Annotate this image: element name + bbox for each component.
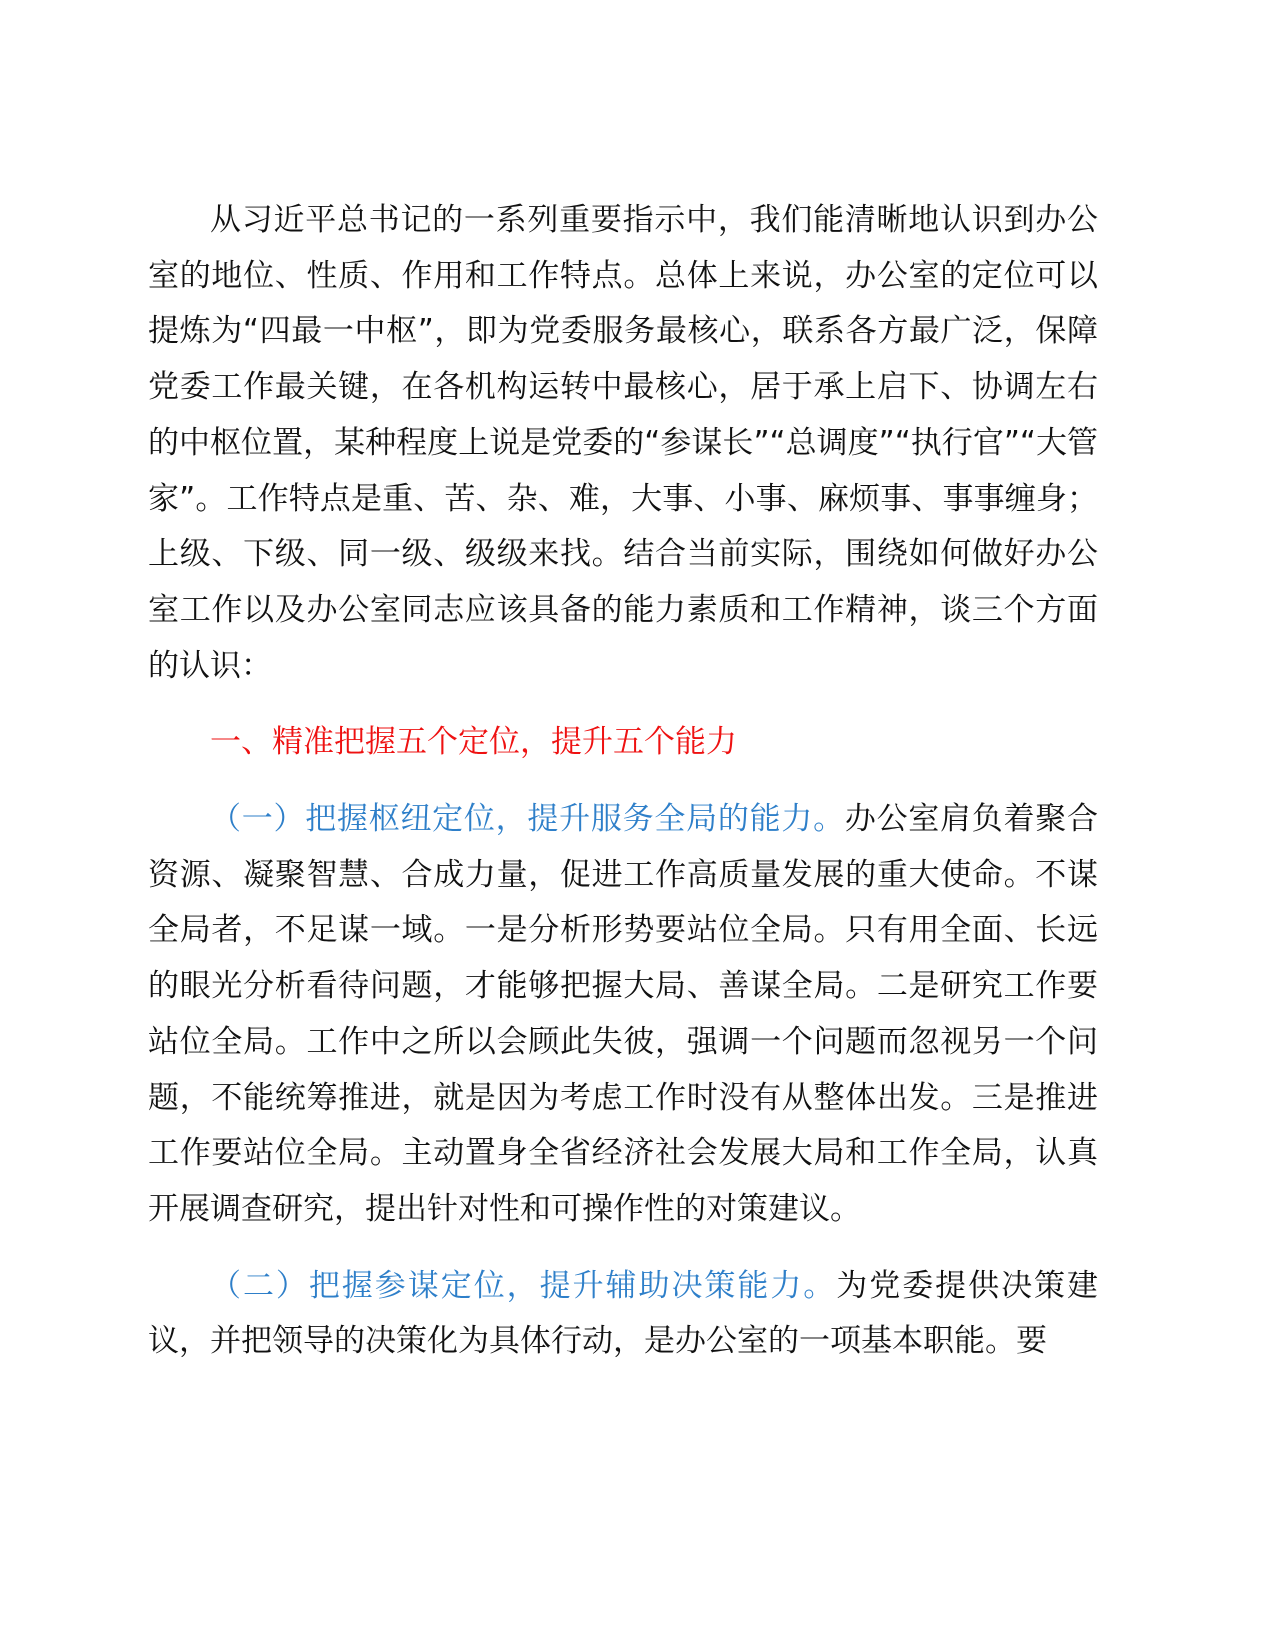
subsection-paragraph-2 [148, 1259, 1098, 1370]
section-heading-1 [148, 715, 1098, 771]
intro-paragraph: 从习近平总书记的一系列重要指示中，我们能清晰地认识到办公室的地位、性质、作用和工作特点。总体上来说，办公室的定位可以提炼为“四最一中枢”，即为党委服务最核心，联系各方最广泛，保障党委工作最关键，在各机构运转中最核心，居于承上启下、协调左右的中枢位置，某种程度上说是党委的“参谋长”“总调度”“执行官”“大管家”。工作特点是重、苦、杂、难，大事、小事、麻烦事、事事缠身；上级、下级、同一级、级级来找。结合当前实际，围绕如何做好办公室工作以及办公室同志应该具备的能力素质和工作精神，谈三个方面的认识： [148, 202, 1098, 684]
section-heading-1-text: 一、精准把握五个定位，提升五个能力 [210, 724, 737, 761]
subsection-paragraph-1 [148, 792, 1098, 1238]
subsection-body-1: 办公室肩负着聚合资源、凝聚智慧、合成力量，促进工作高质量发展的重大使命。不谋全局者，不足谋一域。一是分析形势要站位全局。只有用全面、长远的眼光分析看待问题，才能够把握大局、善谋全局。二是研究工作要站位全局。工作中之所以会顾此失彼，强调一个问题而忽视另一个问题，不能统筹推进，就是因为考虑工作时没有从整体出发。三是推进工作要站位全局。主动置身全省经济社会发展大局和工作全局，认真开展调查研究，提出针对性和可操作性的对策建议。 [148, 801, 1099, 1227]
subsection-body-2: 为党委提供决策建议，并把领导的决策化为具体行动，是办公室的一项基本职能。要 [148, 1267, 1099, 1360]
document-page [148, 193, 1098, 1370]
subsection-heading-1: （一）把握枢纽定位，提升服务全局的能力。 [210, 801, 845, 838]
subsection-heading-2: （二）把握参谋定位，提升辅助决策能力。 [210, 1267, 837, 1304]
